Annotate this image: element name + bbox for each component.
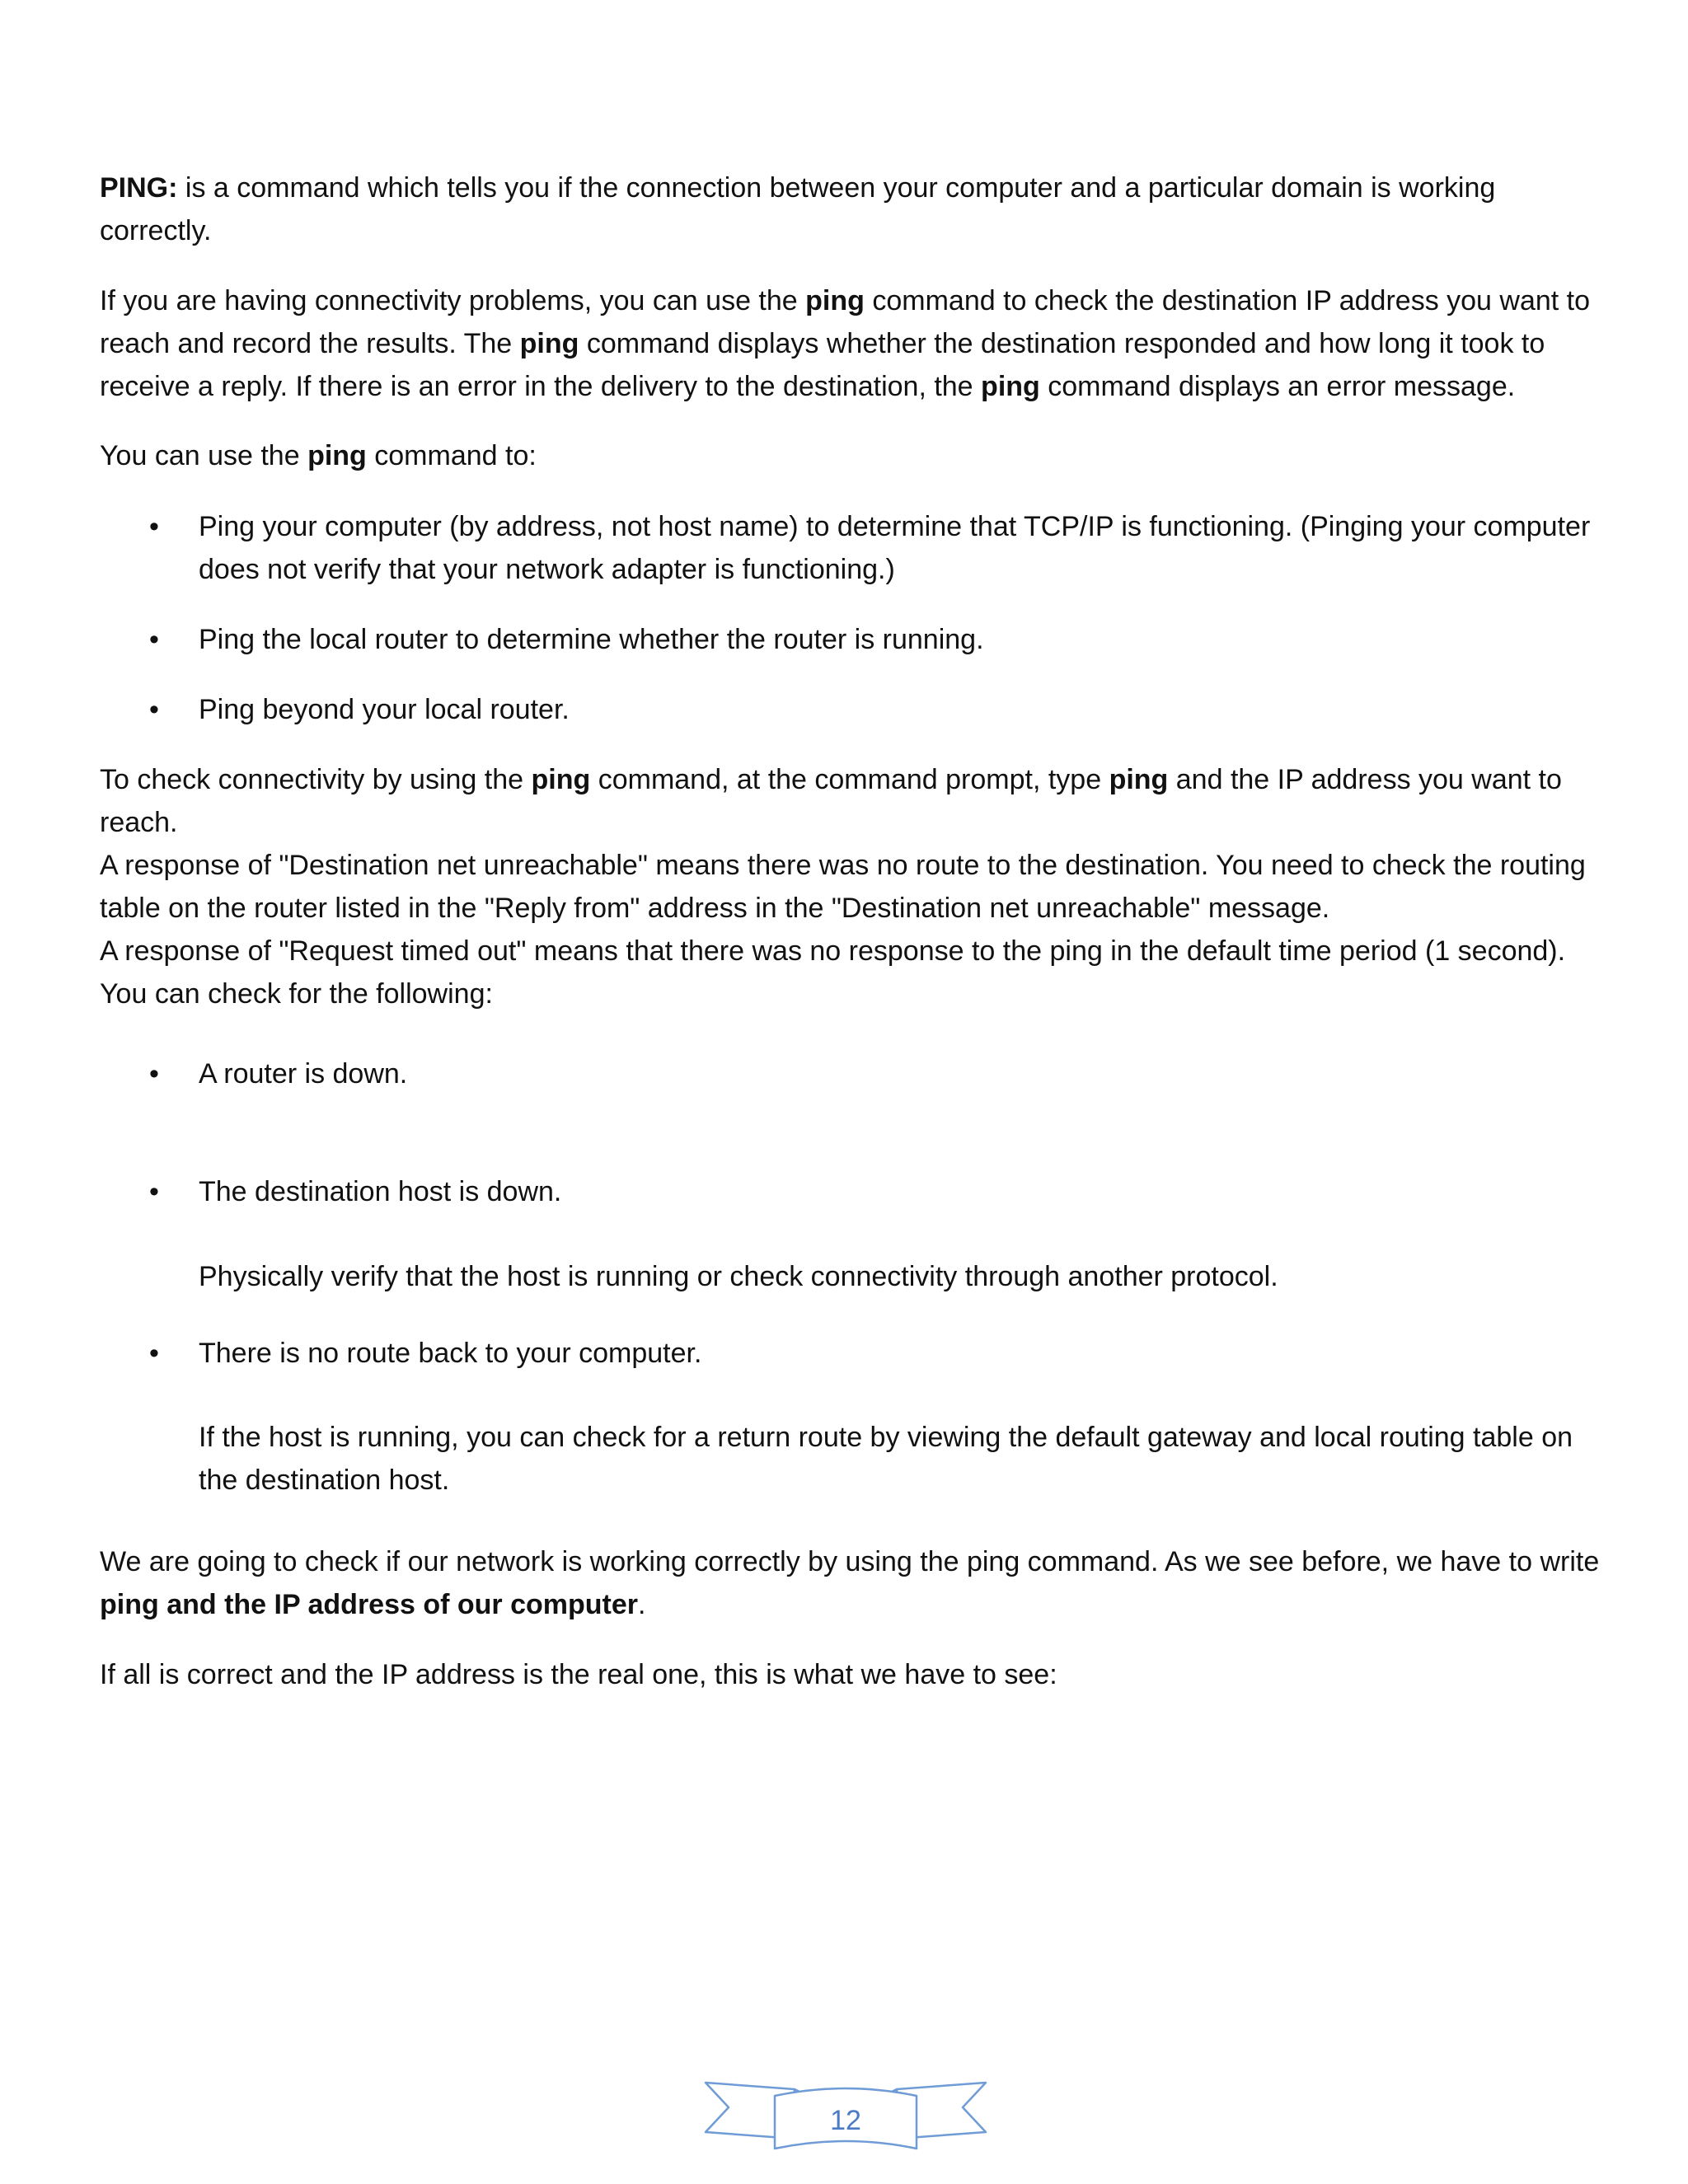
list-item-text: The destination host is down. [199,1176,562,1207]
ping-term: PING: [100,172,178,204]
list-item [100,618,1600,661]
page-number-ribbon [704,2073,987,2158]
list-item-text: There is no route back to your computer. [199,1338,702,1369]
ping-definition-text: is a command which tells you if the connection between your computer and a particular domain is working correctly. [100,172,1496,246]
expected-result-paragraph: If all is correct and the IP address is the real one, this is what we have to see: [100,1659,1057,1690]
bullet-icon: • [149,1058,159,1090]
bold-ping: ping [519,328,579,359]
unreachable-explanation: A response of "Destination net unreachable" means there was no route to the destination. You need to check the routing table on the router listed in the "Reply from" address in the "Destination net unreachable" message. [100,850,1586,924]
text-run: command displays an error message. [1039,371,1516,402]
list-item-detail: Physically verify that the host is running or check connectivity through another protocol. [199,1261,1278,1292]
text-run: If you are having connectivity problems, you can use the [100,285,806,316]
timeout-explanation: A response of "Request timed out" means that there was no response to the ping in the default time period (1 second). You can check for the following: [100,935,1566,1010]
bullet-icon: • [149,1338,159,1369]
uses-intro-paragraph [100,434,1600,477]
text-run: command to: [366,440,537,471]
page-number: 12 [830,2105,861,2136]
text-run: . [638,1589,646,1620]
text-run: command displays whether the destination responded and how long it took to receive a reply. If there is an error in the delivery to the destination, the [100,328,1545,402]
text-run: command, at the command prompt, type [590,764,1109,795]
check-connectivity-paragraph [100,758,1600,1015]
bold-ping: ping [981,371,1040,402]
text-run: To check connectivity by using the [100,764,532,795]
list-item [100,1332,1600,1375]
bullet-icon: • [149,511,159,542]
text-run: We are going to check if our network is working correctly by using the ping command. As we see before, we have to write [100,1546,1600,1577]
bold-ping: ping [805,285,865,316]
text-run: You can use the [100,440,308,471]
bold-phrase: ping and the IP address of our computer [100,1589,639,1620]
list-item [100,505,1600,591]
ping-definition-paragraph [100,166,1600,252]
text-run: command to check the destination IP address you want to reach and record the results. The [100,285,1591,359]
text-run: and the IP address you want to reach. [100,764,1562,838]
bullet-icon: • [149,694,159,725]
bullet-icon: • [149,1176,159,1207]
list-item-text: Ping the local router to determine whether the router is running. [199,624,984,655]
instruction-line [100,758,1600,844]
list-item-text: Ping your computer (by address, not host name) to determine that TCP/IP is functioning. (Pinging your computer does not verify that your network adapter is functioning.) [199,511,1591,585]
bold-ping: ping [1109,764,1169,795]
list-item [100,688,1600,731]
bold-ping: ping [531,764,591,795]
list-item-detail: If the host is running, you can check for a return route by viewing the default gateway and local routing table on the destination host. [199,1422,1573,1496]
connectivity-paragraph [100,279,1600,408]
list-item-text: Ping beyond your local router. [199,694,570,725]
network-check-paragraph [100,1540,1600,1626]
list-item-text: A router is down. [199,1058,408,1090]
bullet-icon: • [149,624,159,655]
list-item [100,1170,1600,1213]
bold-ping: ping [307,440,367,471]
list-item [100,1052,1600,1095]
